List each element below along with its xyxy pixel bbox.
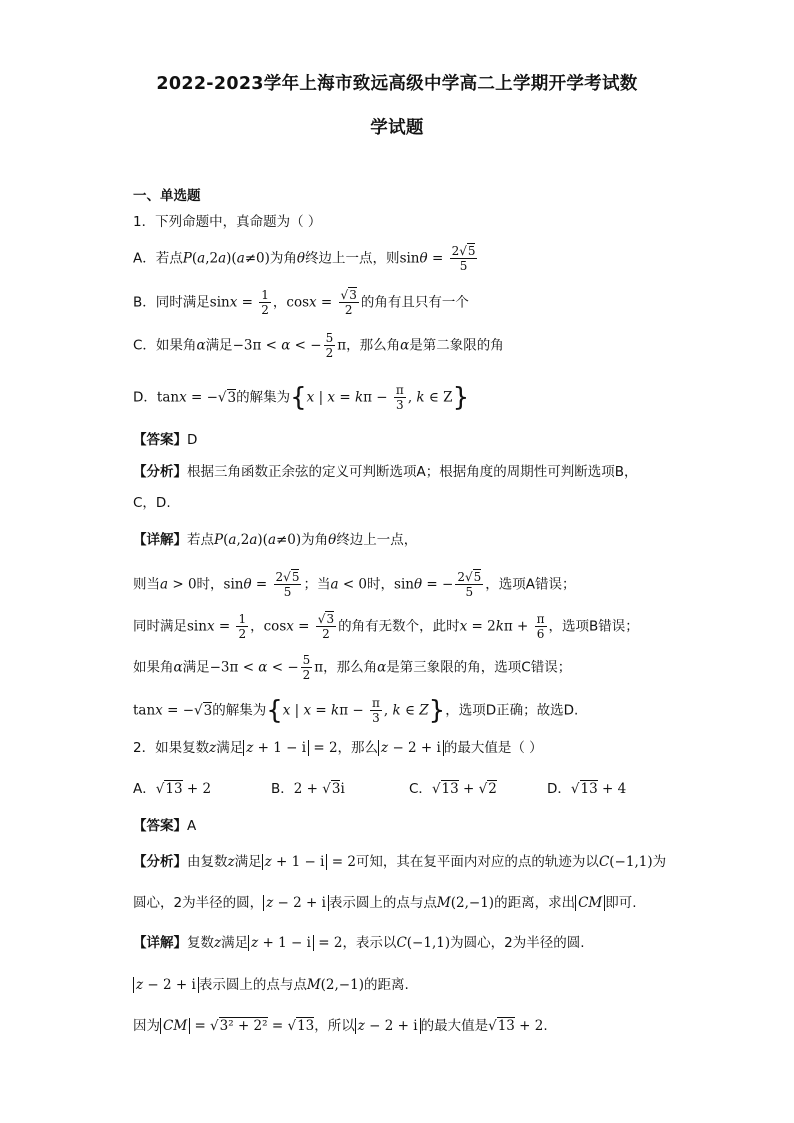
- q2-option-a: A．√13 + 2: [133, 781, 212, 797]
- q1-answer: 【答案】D: [133, 432, 198, 448]
- q1-detail: 【详解】若点P(a,2a)(a≠0)为角θ终边上一点，: [133, 532, 418, 548]
- q1-analysis: 【分析】根据三角函数正余弦的定义可判断选项A；根据角度的周期性可判断选项B，: [133, 464, 638, 480]
- q2-stem: 2．如果复数z满足 z + 1 − i = 2，那么 z − 2 + i 的最大值是（ ）: [133, 740, 543, 756]
- q1-detail-line4: 如果角α满足−3π < α < − $\frac{5}{2}$ π，那么角α是第三象限的角，选项C错误；: [133, 653, 572, 682]
- section-heading: 一、单选题: [133, 188, 201, 204]
- q2-options: [133, 779, 685, 799]
- q1-detail-line2: 则当a > 0时，sinθ = $\frac{2√5}{5}$ ；当a < 0时，sinθ = − $\frac{2√5}{5}$ ，选项A错误；: [133, 570, 576, 599]
- q1-detail-line3: 同时满足sinx = $\frac{1}{2}$ ，cosx = $\frac{√3}{2}$ 的角有无数个，此时x = 2kπ + $\frac{\pi}{6}$ ，选项B错误；: [133, 612, 639, 641]
- q1-stem: 1．下列命题中，真命题为（ ）: [133, 214, 322, 230]
- q1-detail-line5: tanx = −√3的解集为{x | x = kπ − $\frac{\pi}{3}$ , k ∈ Z}，选项D正确；故选D.: [133, 695, 579, 726]
- q2-option-b: B．2 + √3i: [271, 781, 345, 797]
- q2-analysis: 【分析】由复数z满足 z + 1 − i = 2可知，其在复平面内对应的点的轨迹为以C(−1,1)为: [133, 854, 667, 870]
- q2-option-c: C．√13 + √2: [409, 781, 497, 797]
- q1-option-a: A．若点P(a,2a)(a≠0)为角θ终边上一点，则sinθ = $\frac{2√5}{5}$: [133, 244, 476, 273]
- page-title-cont: 学试题: [370, 118, 424, 138]
- q2-answer: 【答案】A: [133, 818, 197, 834]
- q1-option-b: B．同时满足sinx = $\frac{1}{2}$ ，cosx = $\frac{√3}{2}$ 的角有且只有一个: [133, 288, 469, 317]
- q2-option-d: D．√13 + 4: [547, 781, 627, 797]
- q1-option-c: C．如果角α满足−3π < α < − $\frac{5}{2}$ π，那么角α是第二象限的角: [133, 331, 504, 360]
- q2-analysis-cont: 圆心，2为半径的圆， z − 2 + i 表示圆上的点与点M(2,−1)的距离，求出 CM 即可.: [133, 895, 637, 911]
- page-title: 2022-2023学年上海市致远高级中学高二上学期开学考试数: [156, 74, 638, 94]
- q2-detail: 【详解】复数z满足 z + 1 − i = 2，表示以C(−1,1)为圆心，2为半径的圆.: [133, 935, 585, 951]
- q2-detail-line3: 因为 CM = √3² + 2² = √13，所以 z − 2 + i 的最大值是√13 + 2.: [133, 1018, 548, 1034]
- q2-detail-line2: z − 2 + i 表示圆上的点与点M(2,−1)的距离.: [133, 975, 409, 995]
- q1-analysis-cont: C，D.: [133, 495, 171, 511]
- q1-option-d: D．tanx = −√3的解集为{x | x = kπ − $\frac{\pi}{3}$ , k ∈ Z}: [133, 382, 470, 413]
